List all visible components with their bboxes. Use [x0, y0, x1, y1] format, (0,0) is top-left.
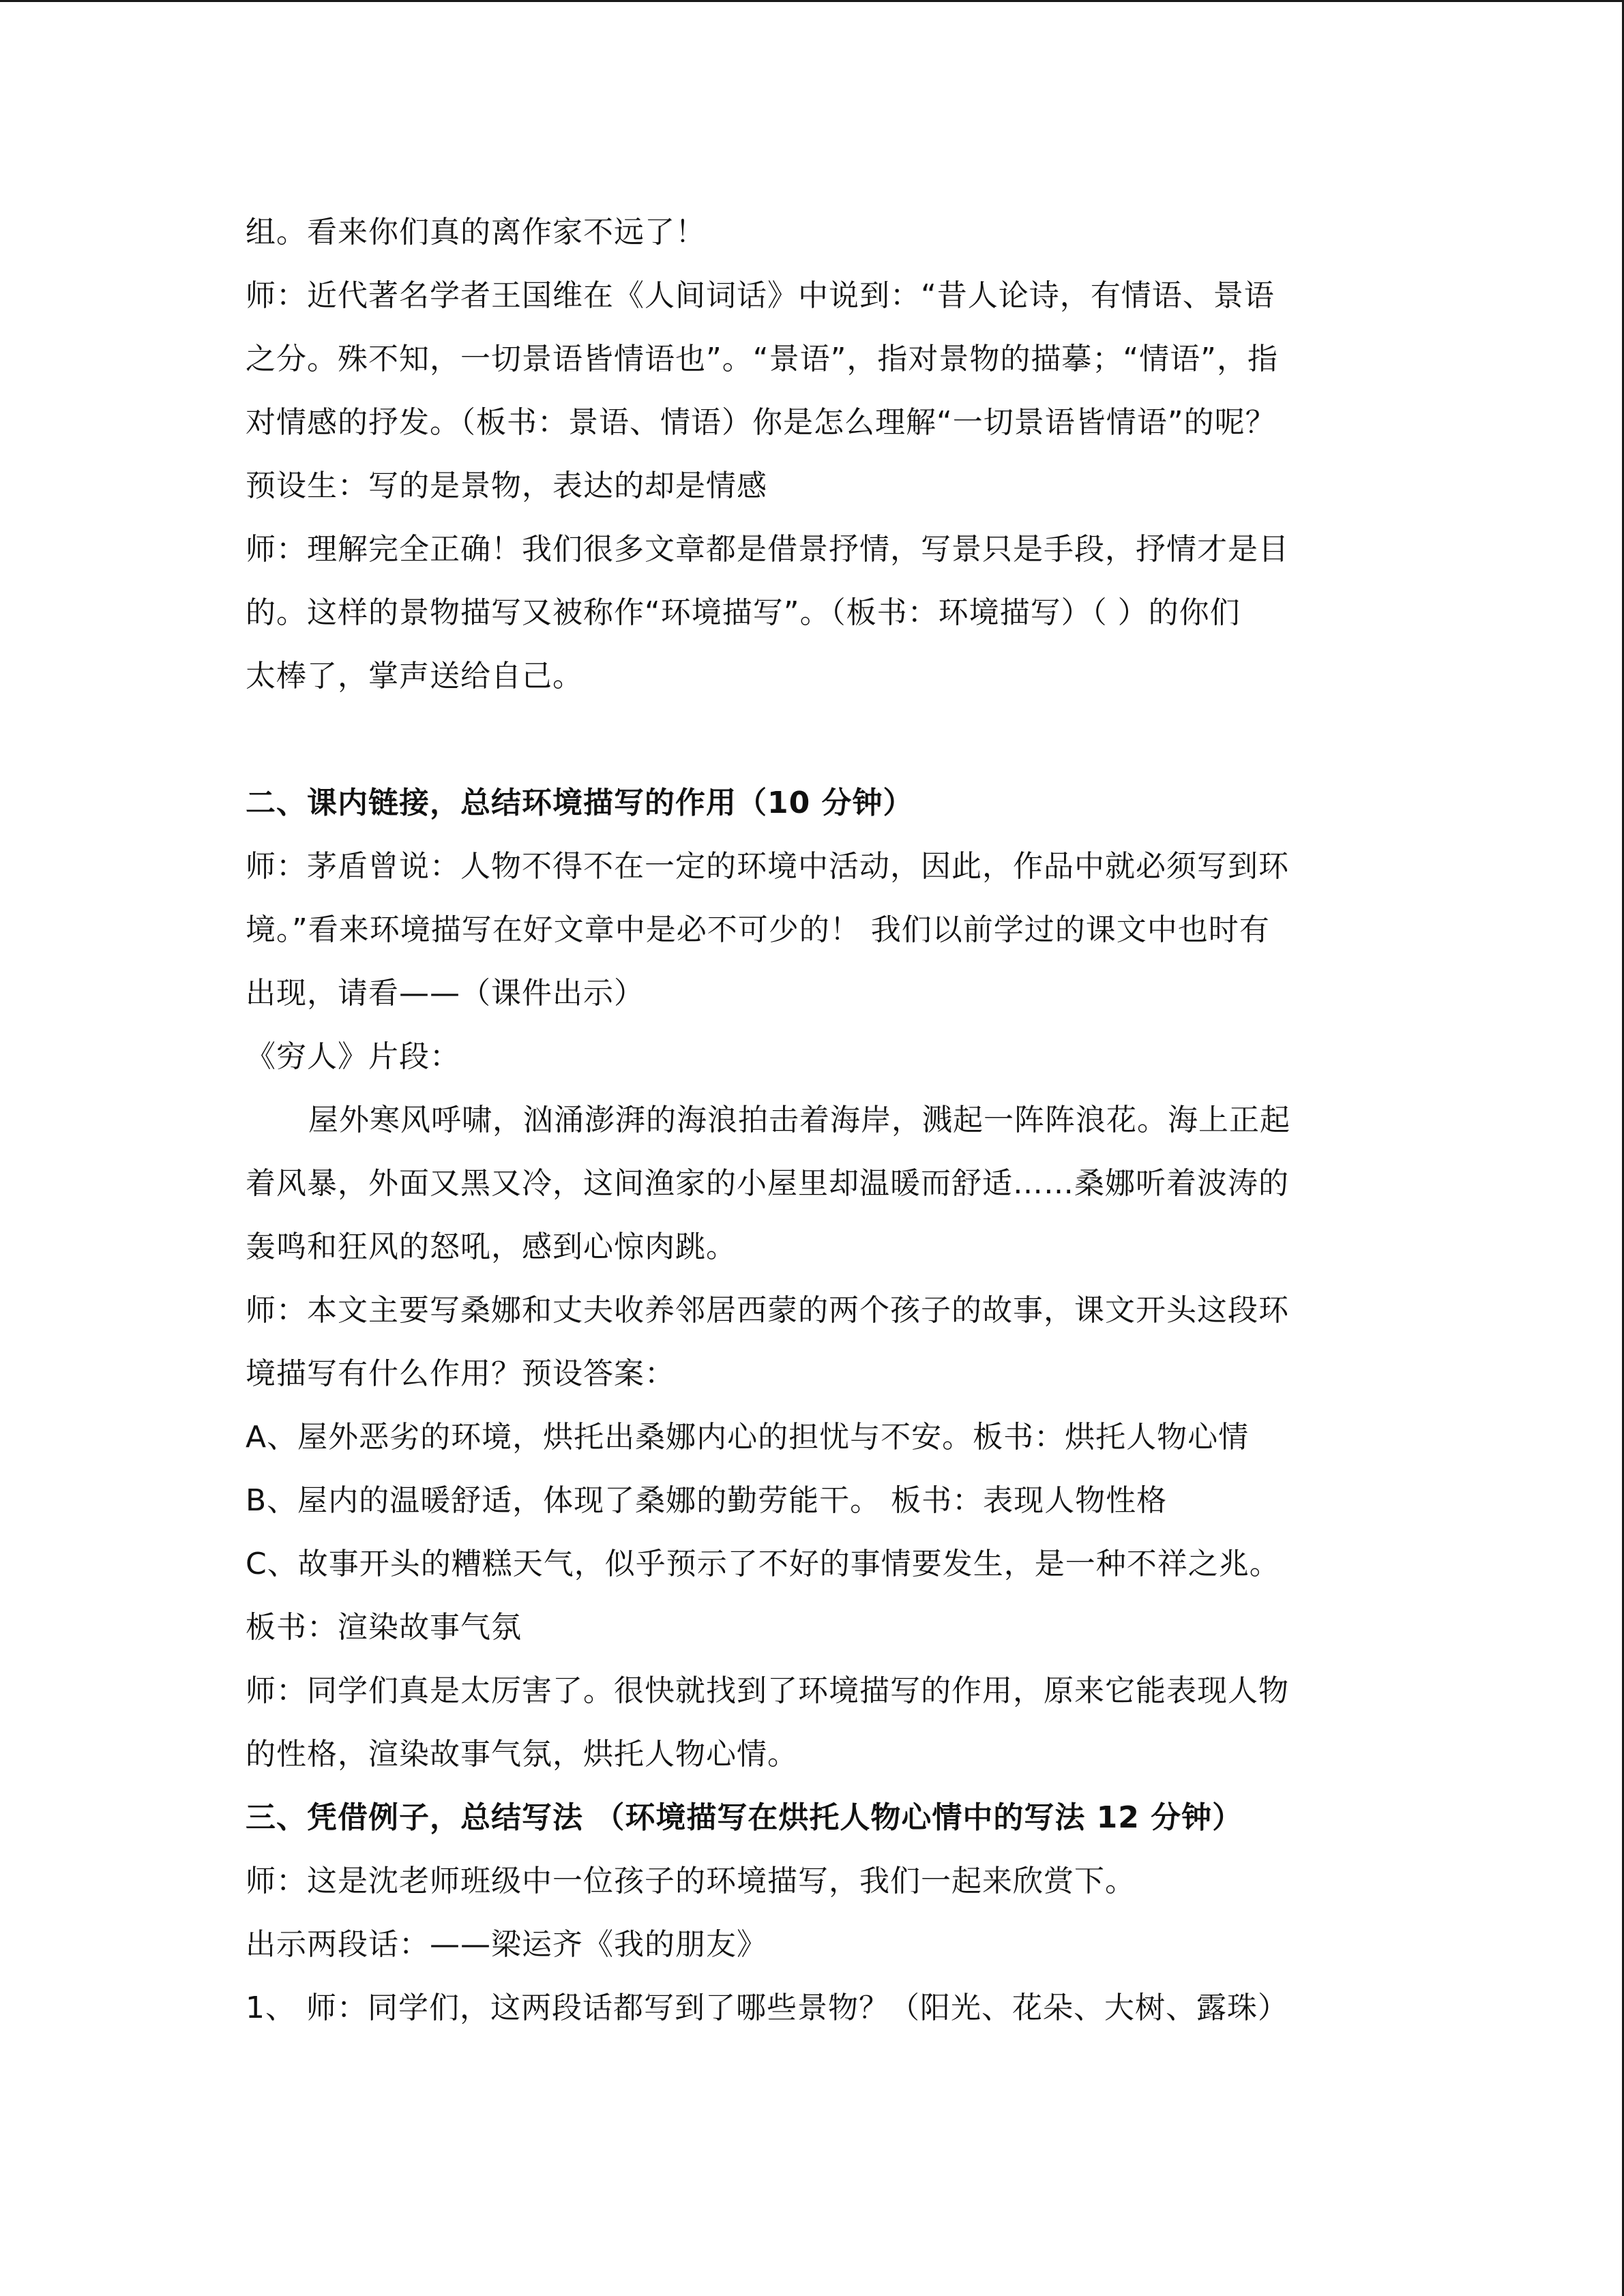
text-line: 太棒了，掌声送给自己。 [246, 659, 583, 694]
answer-a: A、屋外恶劣的环境，烘托出桑娜内心的担忧与不安。板书：烘托人物心情 [246, 1420, 1250, 1455]
excerpt-line: 屋外寒风呼啸，汹涌澎湃的海浪拍击着海岸，溅起一阵阵浪花。海上正起 [308, 1103, 1290, 1137]
text-line: 板书：渲染故事气氛 [246, 1610, 522, 1645]
text-line: 的性格，渲染故事气氛，烘托人物心情。 [246, 1737, 798, 1772]
text-line: 师：近代著名学者王国维在《人间词话》中说到：“昔人论诗，有情语、景语 [246, 278, 1275, 313]
answer-b: B、屋内的温暖舒适，体现了桑娜的勤劳能干。 板书：表现人物性格 [246, 1483, 1168, 1518]
text-line: 预设生：写的是景物，表达的却是情感 [246, 468, 767, 503]
text-line: 师：茅盾曾说：人物不得不在一定的环境中活动，因此，作品中就必须写到环 [246, 849, 1289, 884]
text-line: 对情感的抒发。（板书：景语、情语）你是怎么理解“一切景语皆情语”的呢？ [246, 405, 1276, 440]
section-heading-3: 三、凭借例子，总结写法 （环境描写在烘托人物心情中的写法 12 分钟） [246, 1800, 1243, 1835]
page-top-border [0, 0, 1624, 2]
answer-c: C、故事开头的糟糕天气，似乎预示了不好的事情要发生，是一种不祥之兆。 [246, 1547, 1280, 1581]
text-line: 的。这样的景物描写又被称作“环境描写”。（板书：环境描写）（ ）的你们 [246, 595, 1241, 630]
text-line: 境。”看来环境描写在好文章中是必不可少的！ 我们以前学过的课文中也时有 [246, 912, 1270, 947]
excerpt-title: 《穷人》片段： [246, 1039, 460, 1074]
excerpt-line: 着风暴，外面又黑又冷，这间渔家的小屋里却温暖而舒适……桑娜听着波涛的 [246, 1166, 1289, 1201]
text-line: 境描写有什么作用？预设答案： [246, 1356, 675, 1391]
excerpt-line: 轰鸣和狂风的怒吼，感到心惊肉跳。 [246, 1229, 737, 1264]
text-line: 组。看来你们真的离作家不远了！ [246, 215, 706, 250]
lesson-plan-text [246, 200, 1371, 2040]
text-line: 1、 师：同学们，这两段话都写到了哪些景物？（阳光、花朵、大树、露珠） [246, 1991, 1288, 2025]
text-line: 出现，请看——（课件出示） [246, 976, 645, 1011]
text-line: 师：理解完全正确！我们很多文章都是借景抒情，写景只是手段，抒情才是目 [246, 532, 1289, 567]
section-heading-2: 二、课内链接，总结环境描写的作用（10 分钟） [246, 786, 914, 820]
text-line: 师：本文主要写桑娜和丈夫收养邻居西蒙的两个孩子的故事，课文开头这段环 [246, 1293, 1289, 1328]
text-line: 之分。殊不知，一切景语皆情语也”。“景语”，指对景物的描摹；“情语”，指 [246, 342, 1278, 376]
text-line: 出示两段话：——梁运齐《我的朋友》 [246, 1927, 767, 1962]
text-line: 师：同学们真是太厉害了。很快就找到了环境描写的作用，原来它能表现人物 [246, 1673, 1289, 1708]
text-line: 师：这是沈老师班级中一位孩子的环境描写，我们一起来欣赏下。 [246, 1864, 1136, 1898]
paragraph-gap [246, 708, 1371, 771]
